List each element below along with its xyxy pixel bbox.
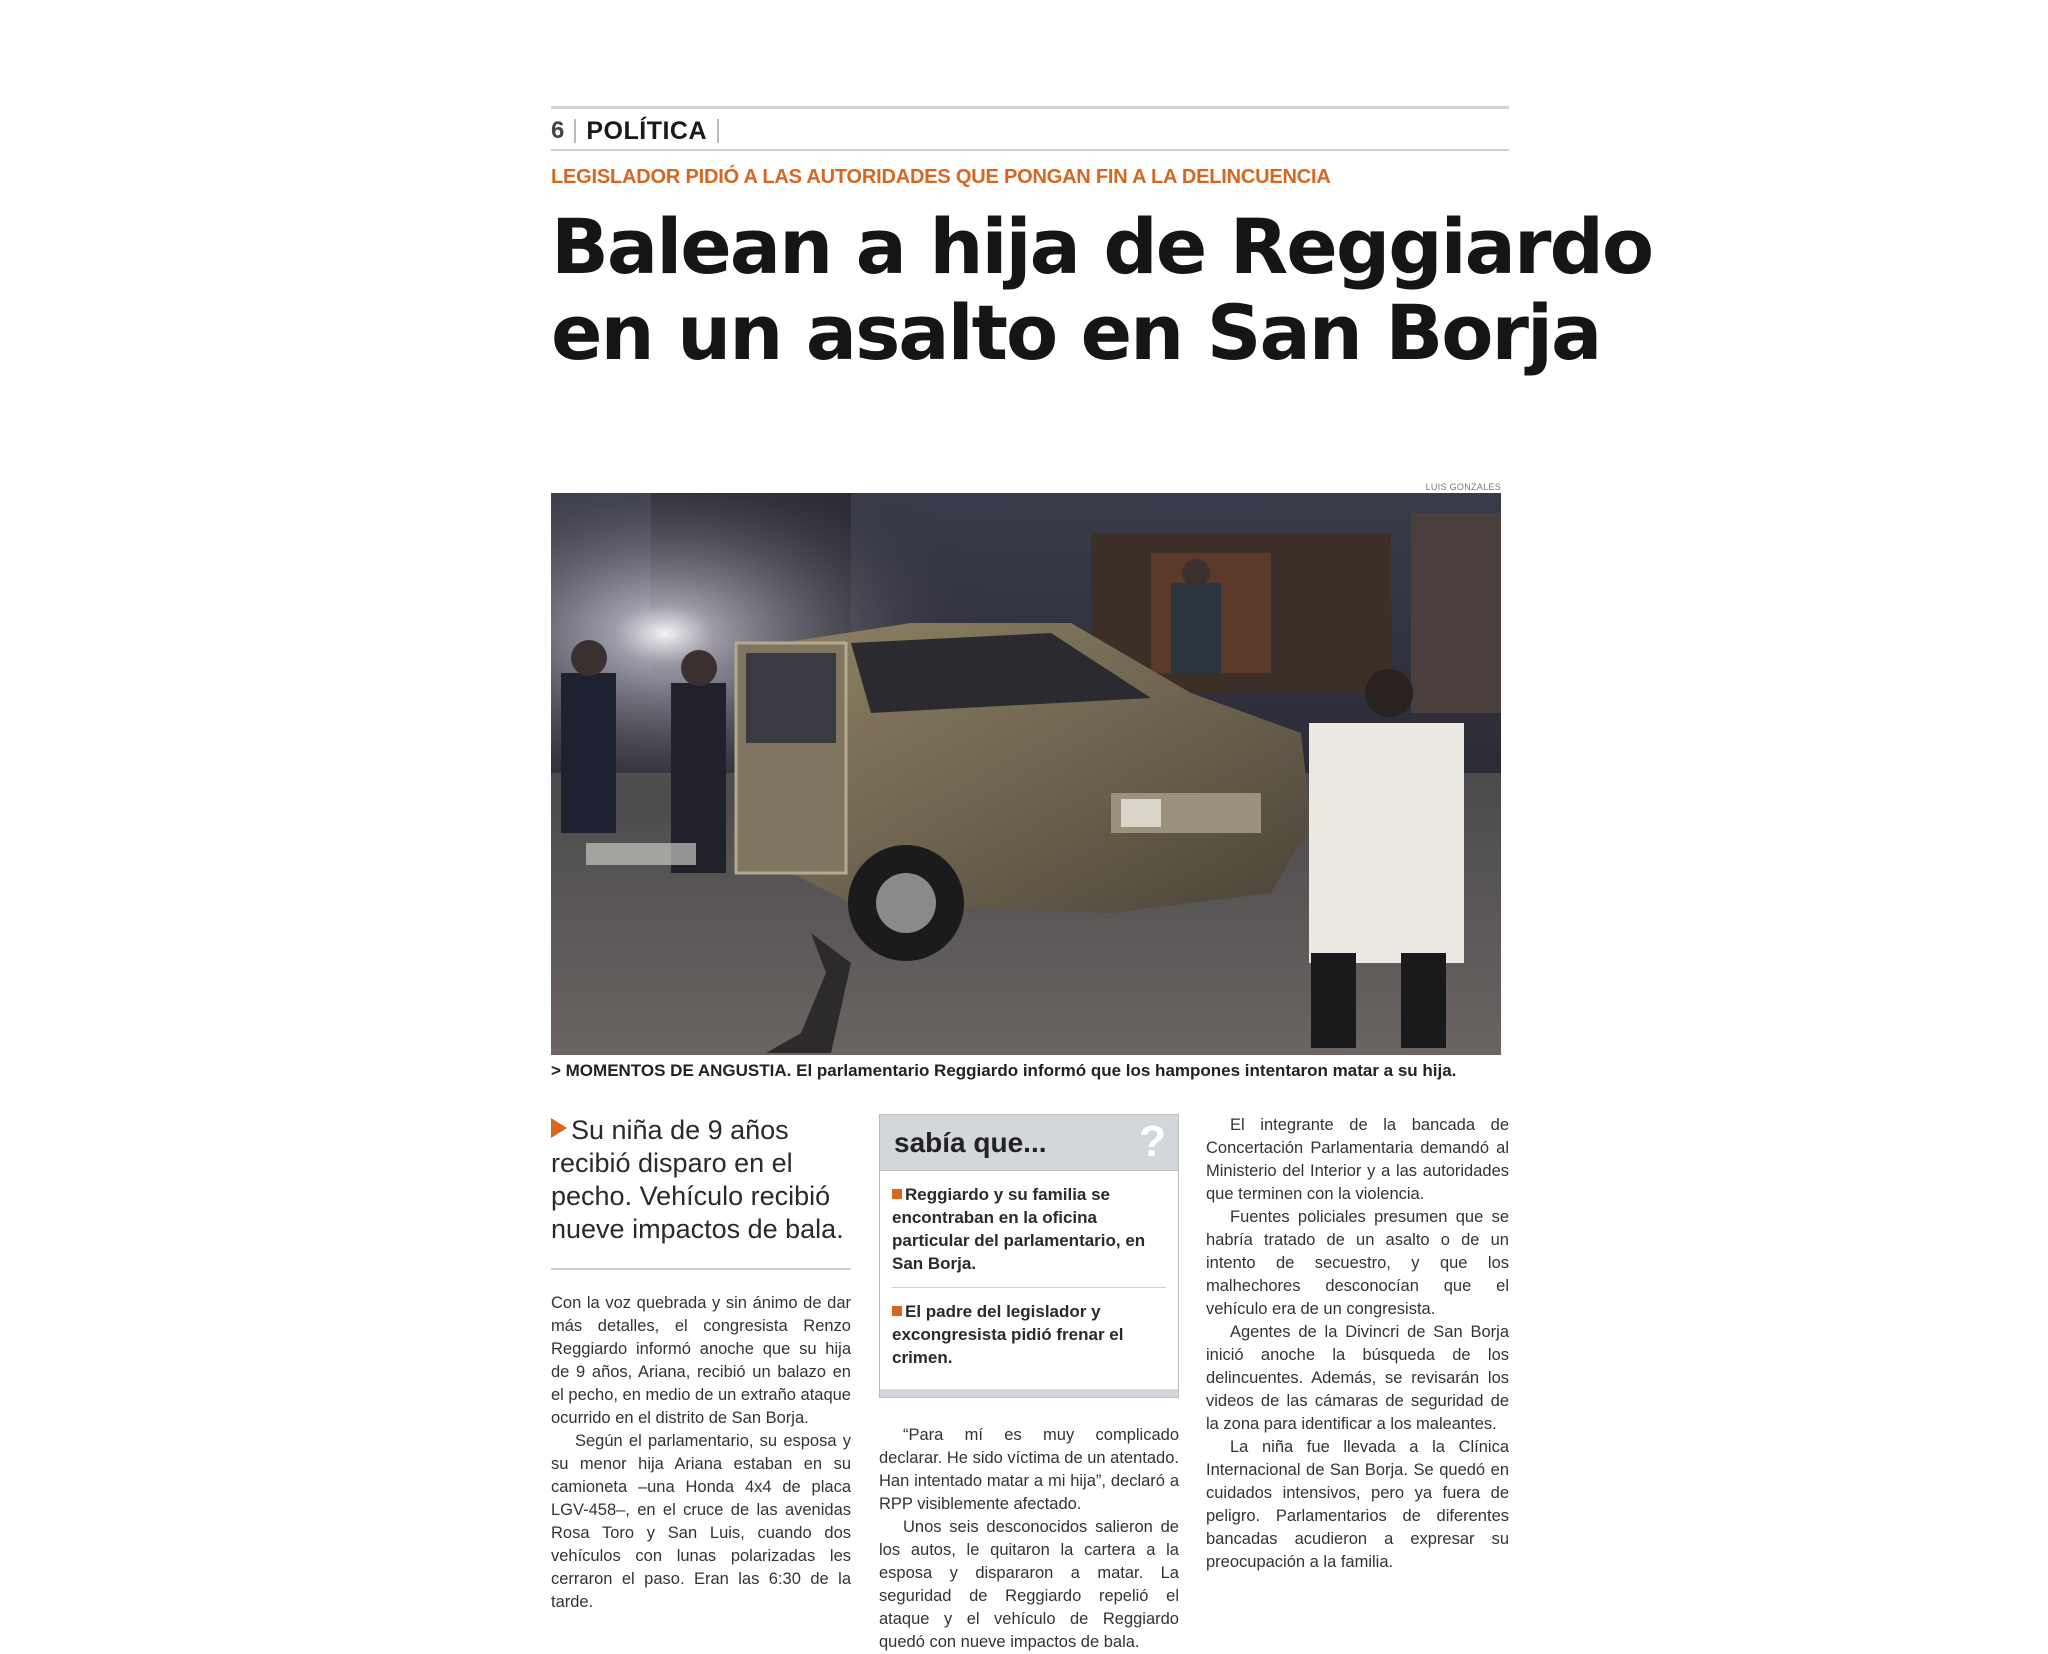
caption-text: El parlamentario Reggiardo informó que los hampones intentaron matar a su hija.: [791, 1061, 1457, 1080]
section-rule: [551, 149, 1509, 151]
box-item: [892, 1183, 1166, 1288]
paragraph: Con la voz quebrada y sin ánimo de dar más detalles, el congresista Renzo Reggiardo informó anoche que su hija de 9 años, Ariana, recibió un balazo en el pecho, en medio de un extraño ataque ocurrido en el distrito de San Borja.: [551, 1294, 851, 1427]
paragraph: Unos seis desconocidos salieron de los autos, le quitaron la cartera a la esposa y dispararon a matar. La seguridad de Reggiardo repelió el ataque y el vehículo de Reggiardo quedó con nueve impactos de bala.: [879, 1518, 1179, 1651]
box-item-text: Reggiardo y su familia se encontraban en la oficina particular del parlamentario, en San Borja.: [892, 1185, 1146, 1273]
page-number: 6: [551, 117, 565, 144]
box-footer: [880, 1389, 1178, 1397]
divider: [574, 119, 576, 143]
caption-lead: > MOMENTOS DE ANGUSTIA.: [551, 1061, 792, 1080]
kicker: LEGISLADOR PIDIÓ A LAS AUTORIDADES QUE PONGAN FIN A LA DELINCUENCIA: [551, 166, 1331, 188]
paragraph: Agentes de la Divincri de San Borja inició anoche la búsqueda de los delincuentes. Además, se revisarán los videos de las cámaras de seguridad de la zona para identificar a los maleantes.: [1206, 1323, 1509, 1433]
box-items: [880, 1171, 1178, 1389]
box-item-text: El padre del legislador y excongresista pidió frenar el crimen.: [892, 1302, 1124, 1367]
divider: [717, 119, 719, 143]
standfirst: [551, 1114, 851, 1246]
question-mark-icon: ?: [1139, 1117, 1166, 1166]
standfirst-text: Su niña de 9 años recibió disparo en el pecho. Vehículo recibió nueve impactos de bala.: [551, 1115, 844, 1244]
column-1: [551, 1114, 851, 1614]
column-2: [879, 1114, 1179, 1654]
news-photo: [551, 493, 1501, 1055]
top-rule: [551, 106, 1509, 109]
square-bullet-icon: [892, 1189, 902, 1199]
paragraph: “Para mí es muy complicado declarar. He sido víctima de un atentado. Han intentado matar a mi hija”, declaró a RPP visiblemente afectado.: [879, 1426, 1179, 1513]
paragraph: Según el parlamentario, su esposa y su menor hija Ariana estaban en su camioneta –una Honda 4x4 de placa LGV-458–, en el cruce de las avenidas Rosa Toro y San Luis, cuando dos vehículos con lunas polarizadas les cerraron el paso. Eran las 6:30 de la tarde.: [551, 1432, 851, 1611]
triangle-bullet-icon: [551, 1118, 567, 1138]
section-bar: [551, 116, 729, 146]
standfirst-rule: [551, 1268, 851, 1270]
box-header: [880, 1115, 1178, 1171]
body-text-col-3: [1206, 1114, 1509, 1574]
column-3: [1206, 1114, 1509, 1574]
photo-credit: LUIS GONZALES: [1425, 482, 1501, 492]
paragraph: Fuentes policiales presumen que se habría tratado de un asalto o de un intento de secuestro, y que los malhechores desconocían que el vehículo era de un congresista.: [1206, 1208, 1509, 1318]
body-text-col-2: [879, 1424, 1179, 1654]
crime-scene-photo-illustration: [551, 493, 1501, 1055]
headline-line-1: Balean a hija de Reggiardo: [551, 202, 1653, 291]
newspaper-page: [551, 104, 1653, 1651]
paragraph: El integrante de la bancada de Concertación Parlamentaria demandó al Ministerio del Interior y a las autoridades que terminen con la violencia.: [1206, 1116, 1509, 1203]
body-text-col-1: [551, 1292, 851, 1614]
photo-caption: [551, 1060, 1509, 1082]
box-item: [892, 1300, 1166, 1381]
section-name: POLÍTICA: [586, 116, 708, 145]
box-title: sabía que...: [894, 1127, 1047, 1158]
headline: [551, 202, 1653, 377]
headline-line-2: en un asalto en San Borja: [551, 288, 1601, 377]
paragraph: La niña fue llevada a la Clínica Internacional de San Borja. Se quedó en cuidados intensivos, pero ya fuera de peligro. Parlamentarios de diferentes bancadas acudieron a expresar su preocupación a la familia.: [1206, 1438, 1509, 1571]
square-bullet-icon: [892, 1306, 902, 1316]
sabia-que-box: [879, 1114, 1179, 1398]
